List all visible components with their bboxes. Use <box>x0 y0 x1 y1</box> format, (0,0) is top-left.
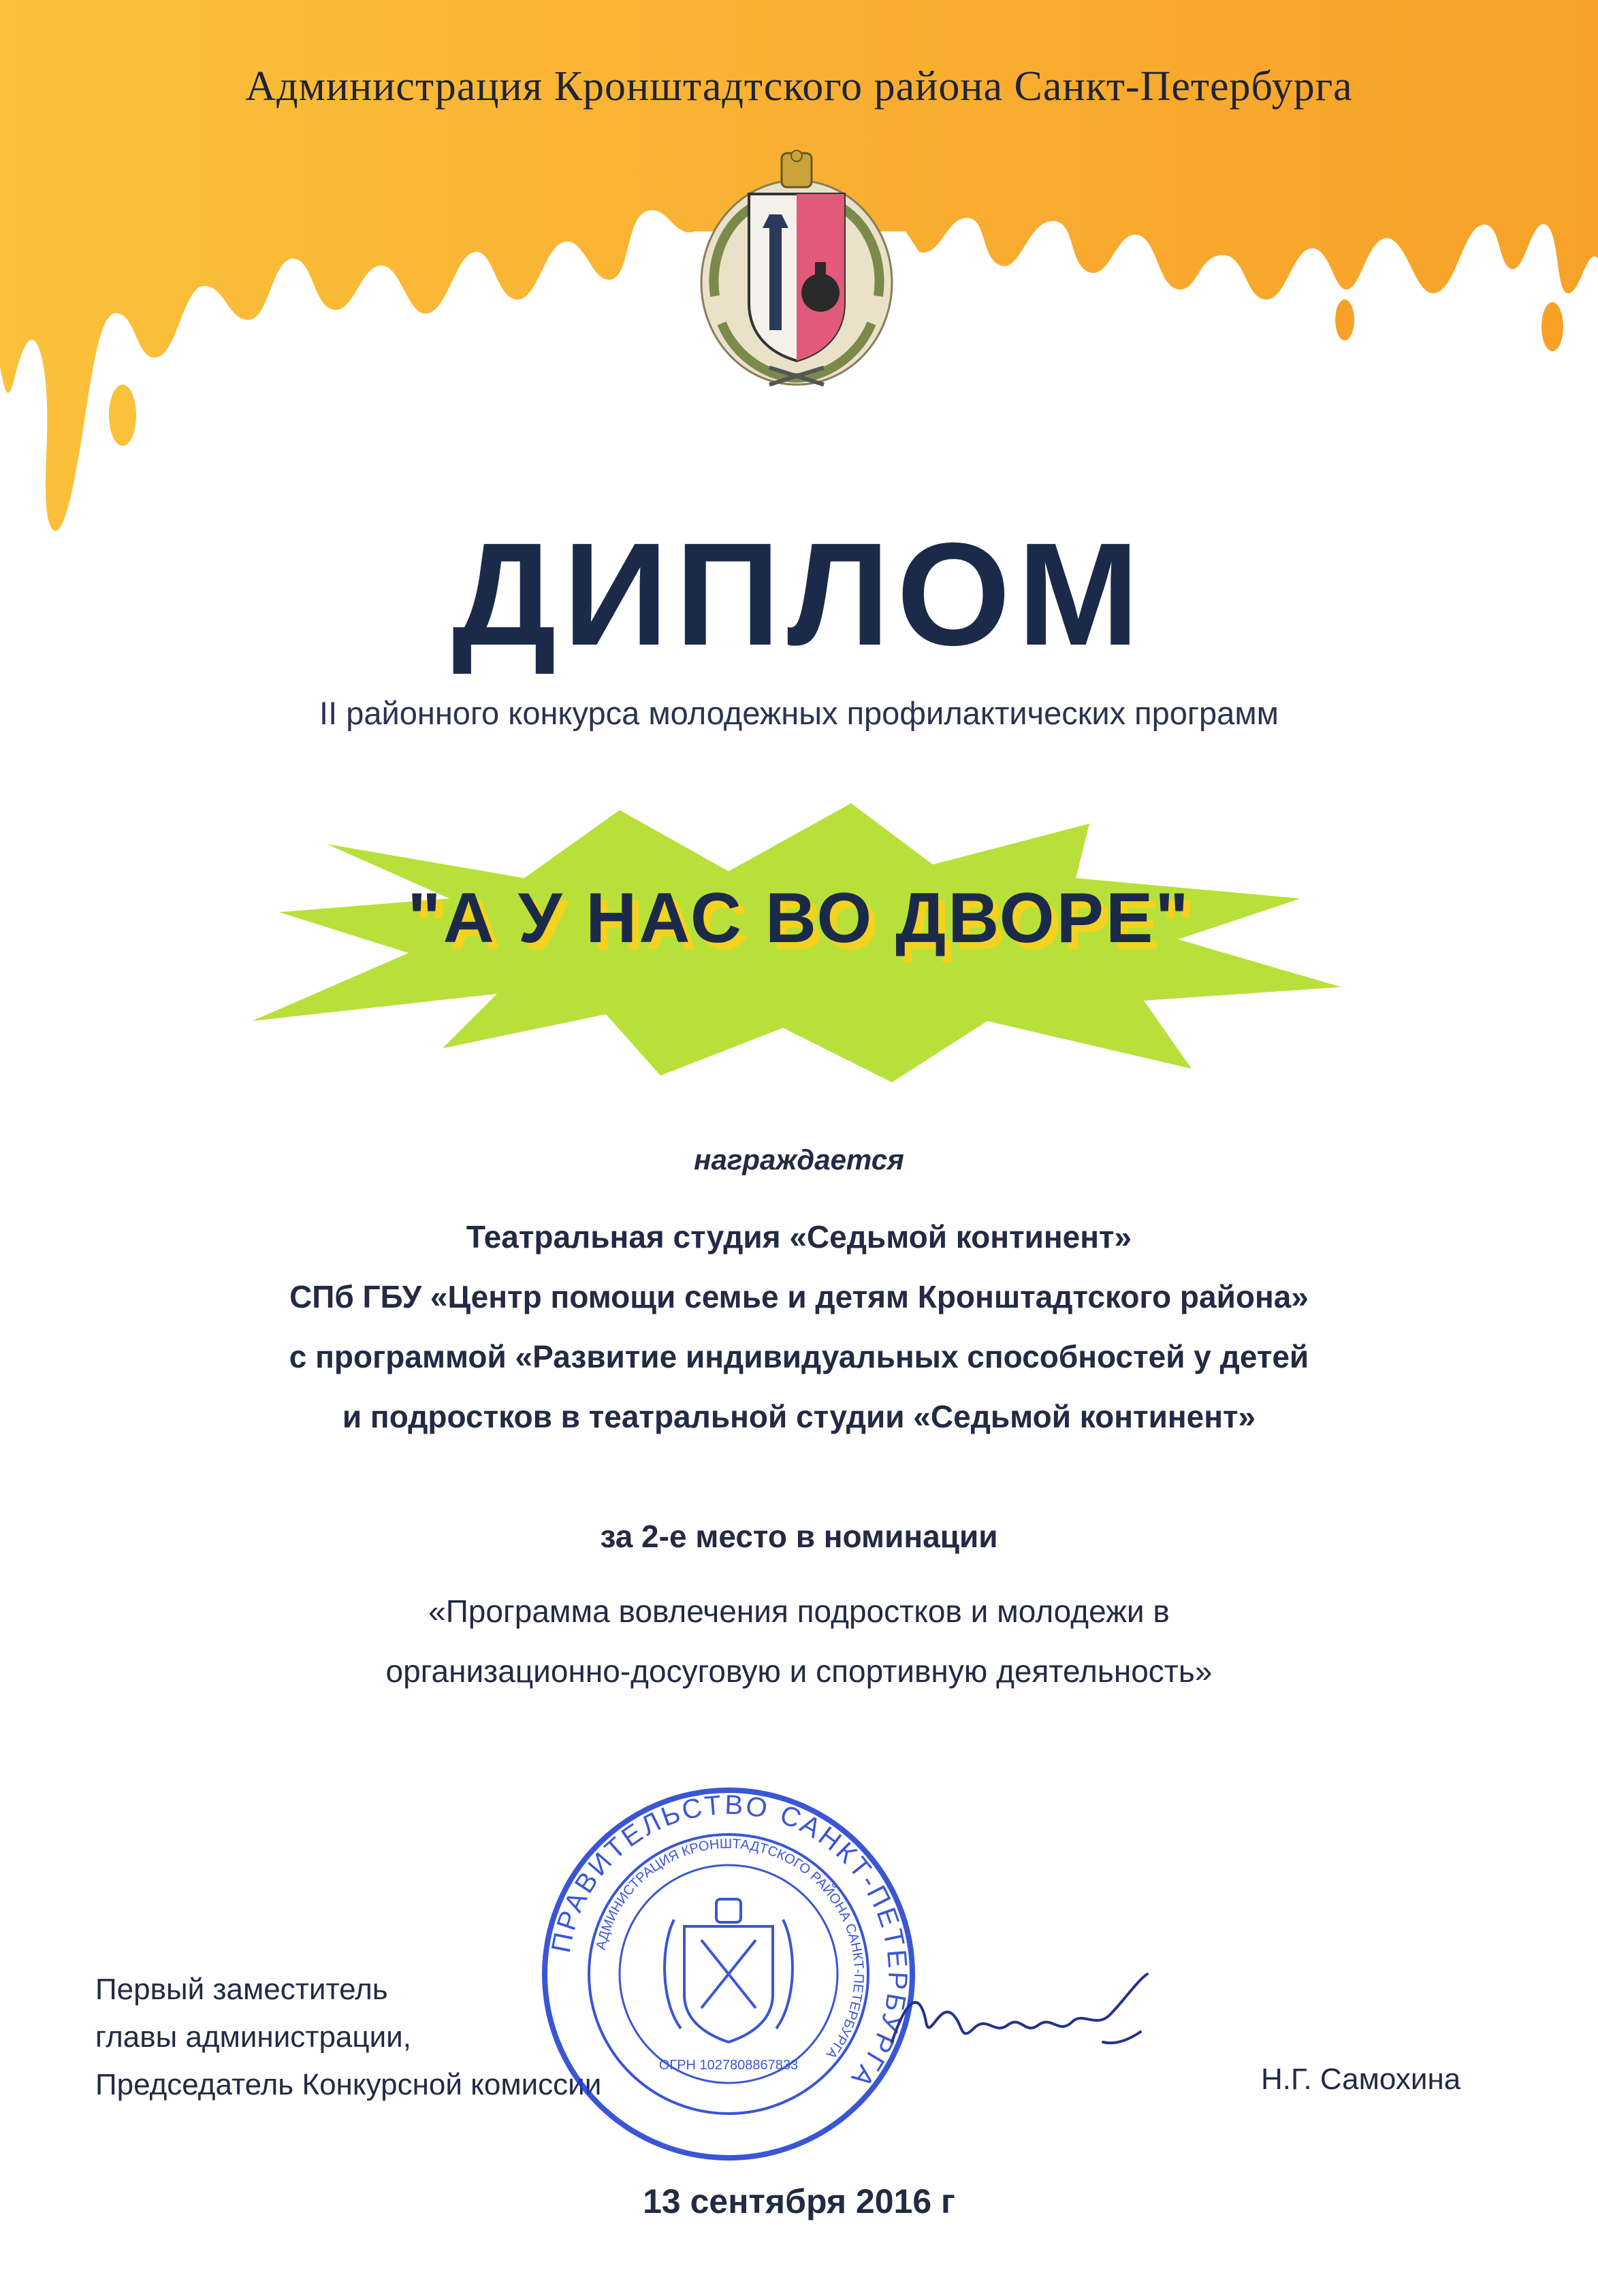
signer-position-line: Председатель Конкурсной комиссии <box>95 2068 602 2101</box>
issue-date: 13 сентября 2016 г <box>643 2182 955 2220</box>
nomination-line: организационно-досуговую и спортивную деятельность» <box>385 1653 1213 1689</box>
recipient-line: с программой «Развитие индивидуальных способностей у детей <box>289 1339 1309 1374</box>
place-line: за 2-е место в номинации <box>600 1519 998 1554</box>
coat-of-arms-icon <box>694 146 899 391</box>
signer-name: Н.Г. Самохина <box>1261 2063 1461 2096</box>
recipient-line: и подростков в театральной студии «Седьмой континент» <box>342 1399 1256 1434</box>
stamp-inner-text: АДМИНИСТРАЦИЯ КРОНШТАДТСКОГО РАЙОНА САНКТ-ПЕТЕРБУРГА <box>593 1836 867 2062</box>
recipient-line: СПб ГБУ «Центр помощи семье и детям Кронштадтского района» <box>289 1279 1309 1314</box>
recipient-line: Театральная студия «Седьмой континент» <box>466 1219 1132 1255</box>
handwritten-signature <box>878 1960 1157 2083</box>
stamp-outer-text: ПРАВИТЕЛЬСТВО САНКТ-ПЕТЕРБУРГА <box>545 1790 913 2095</box>
nomination-line: «Программа вовлечения подростков и молодежи в <box>428 1594 1170 1629</box>
awarded-label: награждается <box>694 1144 904 1176</box>
contest-subtitle: II районного конкурса молодежных профилактических программ <box>319 695 1279 731</box>
contest-name: "А У НАС ВО ДВОРЕ" <box>407 879 1191 958</box>
diploma-title: ДИПЛОМ <box>451 512 1147 676</box>
official-stamp <box>538 1783 919 2165</box>
organization-title: Администрация Кронштадтского района Санкт-Петербурга <box>245 63 1353 110</box>
signer-position-line: главы администрации, <box>95 2020 411 2054</box>
stamp-ogrn: ОГРН 1027808867833 <box>658 2058 799 2073</box>
signer-position-line: Первый заместитель <box>95 1973 388 2006</box>
